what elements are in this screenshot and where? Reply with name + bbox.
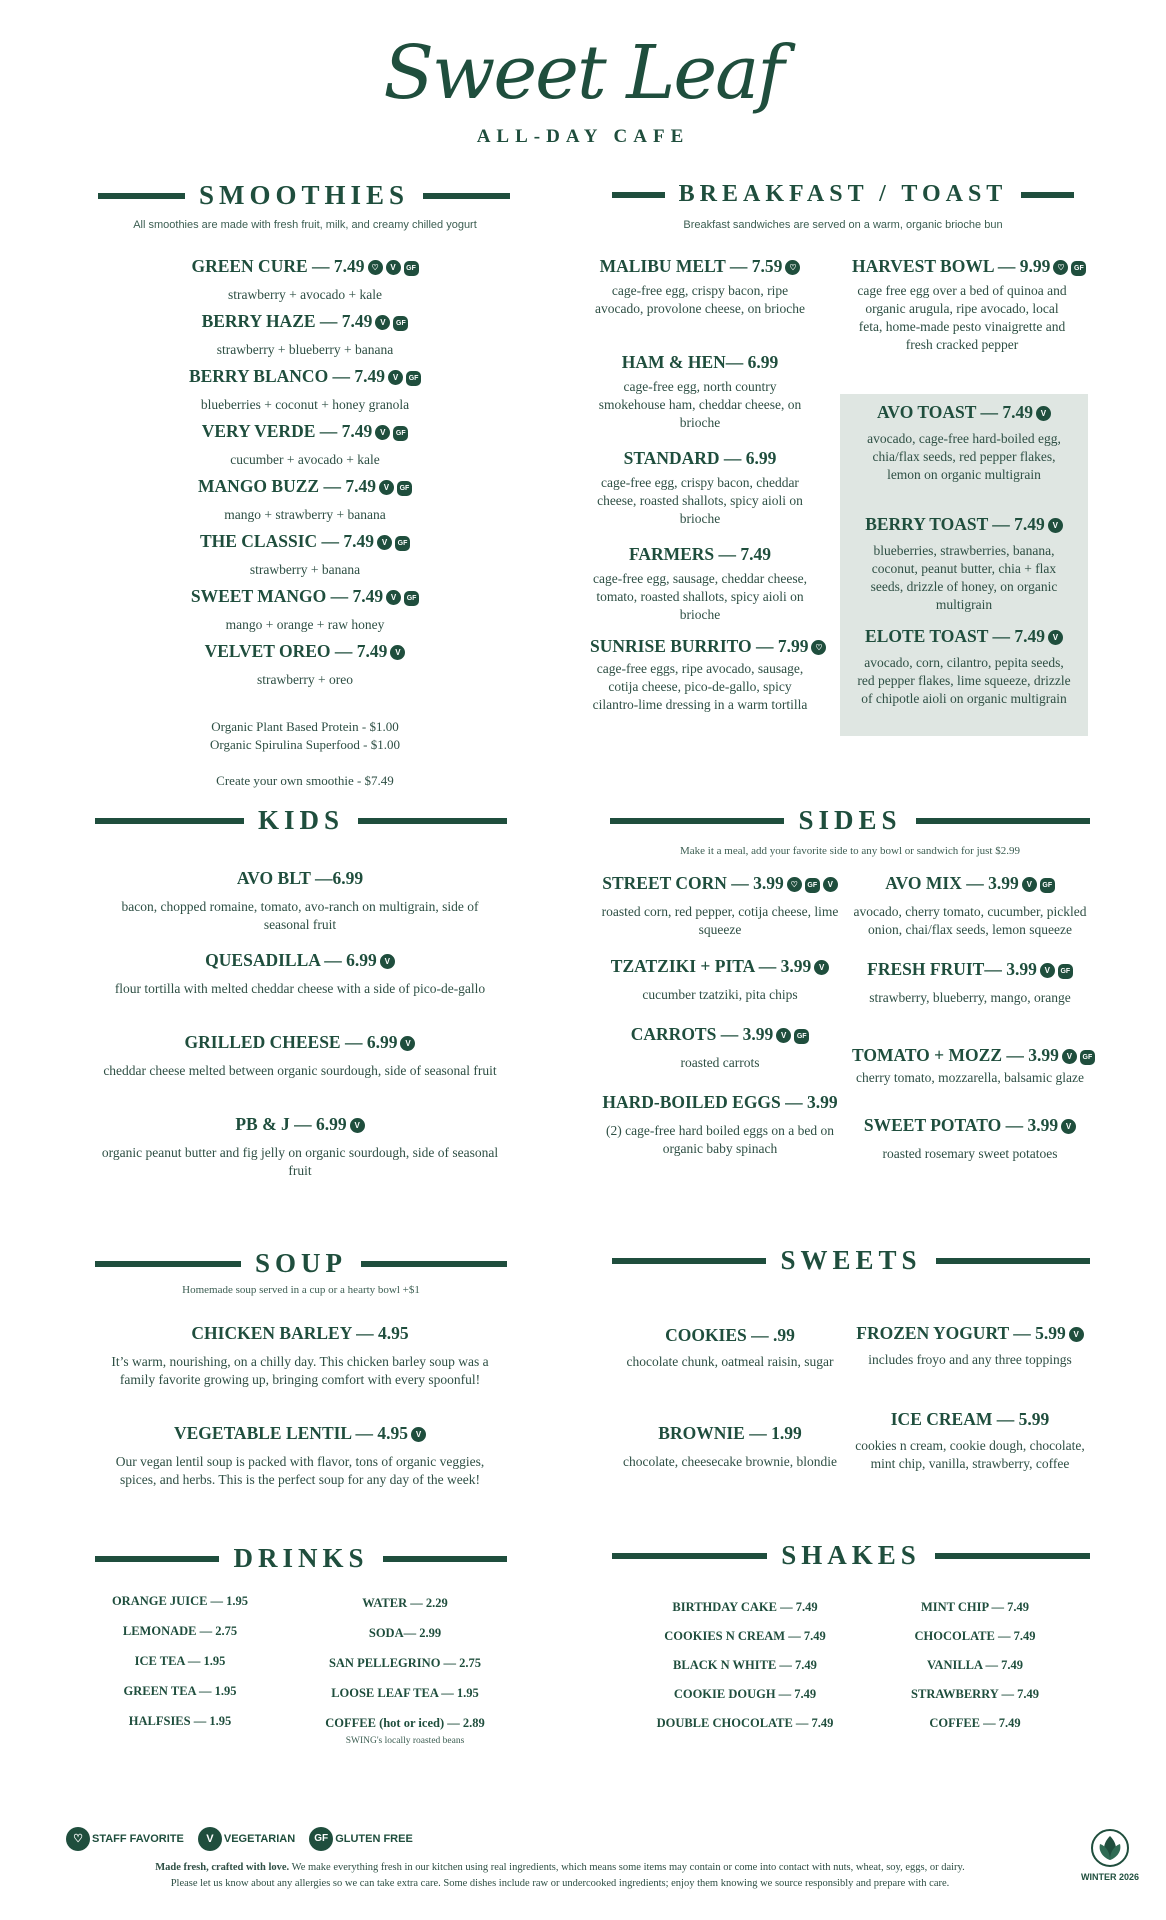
header-rule bbox=[361, 1261, 507, 1267]
menu-item-desc: cage-free egg, north country smokehouse ham, cheddar cheese, on brioche bbox=[598, 379, 802, 430]
menu-item-name: MANGO BUZZ — 7.49 V GF bbox=[120, 476, 490, 506]
menu-item-desc: cage free egg over a bed of quinoa and organic arugula, ripe avocado, local feta, home-made pesto vinaigrette and fresh cracked pepper bbox=[857, 283, 1067, 352]
drink-item: WATER — 2.29 bbox=[362, 1596, 448, 1610]
menu-item-desc: roasted rosemary sweet potatoes bbox=[882, 1146, 1058, 1161]
soup-header bbox=[95, 1248, 507, 1279]
vegetarian-icon: V bbox=[198, 1827, 222, 1851]
menu-item-name: PB & J — 6.99 V bbox=[100, 1114, 500, 1144]
breakfast-header bbox=[612, 181, 1074, 208]
menu-item-name: HARD-BOILED EGGS — 3.99 bbox=[602, 1092, 838, 1112]
menu-item-desc: strawberry + banana bbox=[249, 562, 361, 577]
legend-gf-label: GLUTEN FREE bbox=[335, 1833, 413, 1845]
smoothies-list bbox=[120, 256, 490, 696]
vegetarian-icon: V bbox=[388, 370, 403, 385]
vegetarian-icon: V bbox=[1022, 877, 1037, 892]
gluten-free-icon: GF bbox=[395, 536, 410, 551]
smoothies-subtitle: All smoothies are made with fresh fruit, milk, and creamy chilled yogurt bbox=[133, 219, 477, 231]
vegetarian-icon: V bbox=[1069, 1327, 1084, 1342]
gluten-free-icon: GF bbox=[794, 1029, 809, 1044]
gluten-free-icon: GF bbox=[1071, 261, 1086, 276]
menu-item-desc: avocado, cherry tomato, cucumber, pickled onion, chai/flax seeds, lemon squeeze bbox=[853, 904, 1087, 937]
menu-item-name: VELVET OREO — 7.49 V bbox=[120, 641, 490, 671]
menu-item-desc: It’s warm, nourishing, on a chilly day. This chicken barley soup was a family favorite growing up, bringing comfort with every spoonful! bbox=[111, 1354, 489, 1387]
menu-item-name: AVO TOAST — 7.49 V bbox=[854, 402, 1074, 430]
shakes-title: SHAKES bbox=[781, 1540, 921, 1570]
gluten-free-icon: GF bbox=[393, 426, 408, 441]
drink-item: SODA— 2.99 bbox=[368, 1626, 442, 1640]
kids-title: KIDS bbox=[257, 805, 345, 835]
menu-item-name: SWEET MANGO — 7.49 V GF bbox=[120, 586, 490, 616]
menu-item-name: STANDARD — 6.99 bbox=[623, 448, 777, 468]
shakes-right-list bbox=[880, 1600, 1070, 1745]
staff-favorite-icon: ♡ bbox=[66, 1827, 90, 1851]
kids-header bbox=[95, 805, 507, 836]
vegetarian-icon: V bbox=[386, 590, 401, 605]
toast-panel bbox=[840, 394, 1088, 736]
menu-item-desc: cage-free egg, sausage, cheddar cheese, tomato, roasted shallots, spicy aioli on brioche bbox=[593, 571, 807, 622]
breakfast-list bbox=[590, 256, 823, 714]
sides-right-list bbox=[852, 873, 1093, 1163]
drink-item: GREEN TEA — 1.95 bbox=[123, 1684, 237, 1698]
header-rule bbox=[383, 1556, 507, 1562]
menu-item-name: GREEN CURE — 7.49 ♡ V GF bbox=[120, 256, 490, 286]
menu-item-name: VERY VERDE — 7.49 V GF bbox=[120, 421, 490, 451]
brand-logo: Sweet Leaf bbox=[383, 30, 783, 116]
smoothies-title: SMOOTHIES bbox=[198, 180, 410, 210]
drink-item: HALFSIES — 1.95 bbox=[128, 1714, 232, 1728]
gluten-free-icon: GF bbox=[1058, 964, 1073, 979]
menu-item-name: FARMERS — 7.49 bbox=[628, 544, 772, 564]
menu-item-name: STREET CORN — 3.99 ♡ GF V bbox=[600, 873, 840, 903]
menu-item-name: QUESADILLA — 6.99 V bbox=[100, 950, 500, 980]
drinks-left-list bbox=[90, 1594, 270, 1744]
leaf-emblem-icon bbox=[1090, 1828, 1130, 1868]
brand-tagline: ALL-DAY CAFE bbox=[476, 126, 690, 147]
smoothie-create: Create your own smoothie - $7.49 bbox=[216, 773, 394, 788]
menu-item-desc: strawberry + avocado + kale bbox=[228, 287, 382, 302]
menu-item-desc: bacon, chopped romaine, tomato, avo-ranch on multigrain, side of seasonal fruit bbox=[121, 899, 479, 932]
vegetarian-icon: V bbox=[1061, 1119, 1076, 1134]
gluten-free-icon: GF bbox=[397, 481, 412, 496]
gluten-free-icon: GF bbox=[1040, 878, 1055, 893]
menu-item-name: FROZEN YOGURT — 5.99 V bbox=[852, 1323, 1088, 1351]
header-rule bbox=[1021, 192, 1074, 198]
vegetarian-icon: V bbox=[375, 315, 390, 330]
vegetarian-icon: V bbox=[411, 1427, 426, 1442]
menu-item-desc: chocolate chunk, oatmeal raisin, sugar bbox=[626, 1354, 834, 1369]
footer-text: We make everything fresh in our kitchen using real ingredients, which means some items may contain or come into contact with nuts, wheat, soy, eggs, or dairy. bbox=[289, 1862, 965, 1873]
drinks-header bbox=[95, 1543, 507, 1574]
sides-header bbox=[610, 805, 1090, 836]
vegetarian-icon: V bbox=[380, 954, 395, 969]
header-rule bbox=[95, 818, 244, 824]
sweets-header bbox=[612, 1245, 1090, 1276]
menu-item-desc: blueberries, strawberries, banana, coconut, peanut butter, chia + flax seeds, drizzle of honey, on organic multigrain bbox=[870, 543, 1058, 612]
menu-item-name: THE CLASSIC — 7.49 V GF bbox=[120, 531, 490, 561]
shake-item: COFFEE — 7.49 bbox=[929, 1716, 1021, 1730]
menu-item-desc: avocado, cage-free hard-boiled egg, chia/flax seeds, red pepper flakes, lemon on organic multigrain bbox=[867, 431, 1061, 482]
drink-item: SAN PELLEGRINO — 2.75 bbox=[328, 1656, 482, 1670]
gluten-free-icon: GF bbox=[406, 371, 421, 386]
drink-item: LOOSE LEAF TEA — 1.95 bbox=[331, 1686, 479, 1700]
menu-item-desc: mango + orange + raw honey bbox=[225, 617, 385, 632]
drink-item: COFFEE (hot or iced) — 2.89 bbox=[325, 1716, 485, 1730]
sweets-left-list bbox=[610, 1325, 850, 1471]
season-label: WINTER 2026 bbox=[1080, 1872, 1140, 1882]
header-rule bbox=[612, 1258, 766, 1264]
menu-item-name: MALIBU MELT — 7.59 ♡ bbox=[590, 256, 810, 282]
kids-list bbox=[100, 868, 500, 1180]
sides-title: SIDES bbox=[798, 805, 902, 835]
menu-item-name: SUNRISE BURRITO — 7.99 ♡ bbox=[590, 636, 810, 660]
menu-item-desc: strawberry, blueberry, mango, orange bbox=[869, 990, 1071, 1005]
vegetarian-icon: V bbox=[1048, 630, 1063, 645]
menu-item-desc: strawberry + oreo bbox=[256, 672, 354, 687]
menu-item-name: TZATZIKI + PITA — 3.99 V bbox=[600, 956, 840, 986]
gluten-free-icon: GF bbox=[393, 316, 408, 331]
header-rule bbox=[95, 1556, 219, 1562]
menu-item-desc: roasted corn, red pepper, cotija cheese, lime squeeze bbox=[601, 904, 839, 937]
vegetarian-icon: V bbox=[379, 480, 394, 495]
shake-item: COOKIES N CREAM — 7.49 bbox=[664, 1629, 826, 1643]
breakfast-subtitle: Breakfast sandwiches are served on a warm, organic brioche bun bbox=[683, 219, 1003, 231]
footer-line-2: Please let us know about any allergies so we can take extra care. Some dishes include raw or undercooked ingredients; enjoy them knowing we source responsibly and prepare with care. bbox=[170, 1878, 950, 1889]
coffee-note: SWING's locally roasted beans bbox=[345, 1736, 465, 1746]
menu-item-name: CHICKEN BARLEY — 4.95 bbox=[191, 1323, 409, 1343]
menu-item-name: CARROTS — 3.99 V GF bbox=[600, 1024, 840, 1054]
menu-item-name: BROWNIE — 1.99 bbox=[658, 1423, 802, 1443]
drink-item: LEMONADE — 2.75 bbox=[122, 1624, 238, 1638]
menu-item-desc: cage-free egg, crispy bacon, cheddar cheese, roasted shallots, spicy aioli on brioche bbox=[597, 475, 803, 526]
legend bbox=[66, 1827, 413, 1851]
shake-item: MINT CHIP — 7.49 bbox=[920, 1600, 1030, 1614]
menu-item-desc: cookies n cream, cookie dough, chocolate, mint chip, vanilla, strawberry, coffee bbox=[855, 1438, 1085, 1471]
menu-item-name: COOKIES — .99 bbox=[665, 1325, 795, 1345]
vegetarian-icon: V bbox=[814, 960, 829, 975]
smoothie-addon: Organic Plant Based Protein - $1.00 bbox=[211, 719, 399, 734]
menu-item-desc: cherry tomato, mozzarella, balsamic glaze bbox=[856, 1070, 1084, 1085]
menu-item-desc: Our vegan lentil soup is packed with flavor, tons of organic veggies, spices, and herbs. This is the perfect soup for any day of the week! bbox=[115, 1454, 485, 1487]
sides-subtitle: Make it a meal, add your favorite side to any bowl or sandwich for just $2.99 bbox=[679, 845, 1020, 857]
shake-item: DOUBLE CHOCOLATE — 7.49 bbox=[656, 1716, 834, 1730]
menu-item-desc: mango + strawberry + banana bbox=[224, 507, 386, 522]
harvest-bowl bbox=[852, 256, 1084, 354]
drinks-title: DRINKS bbox=[233, 1543, 369, 1573]
menu-item-name: TOMATO + MOZZ — 3.99 V GF bbox=[852, 1045, 1088, 1069]
soup-list bbox=[100, 1323, 500, 1489]
header-rule bbox=[612, 192, 665, 198]
menu-item-desc: roasted carrots bbox=[680, 1055, 760, 1070]
smoothies-header bbox=[98, 180, 510, 211]
shakes-left-list bbox=[625, 1600, 865, 1745]
header-rule bbox=[95, 1261, 241, 1267]
menu-item-name: HAM & HEN— 6.99 bbox=[621, 352, 779, 372]
vegetarian-icon: V bbox=[350, 1118, 365, 1133]
menu-item-desc: cage-free egg, crispy bacon, ripe avocado, provolone cheese, on brioche bbox=[595, 283, 805, 316]
shakes-header bbox=[612, 1540, 1090, 1571]
shake-item: BIRTHDAY CAKE — 7.49 bbox=[672, 1600, 818, 1614]
footer-bold: Made fresh, crafted with love. bbox=[155, 1862, 290, 1873]
menu-item-desc: (2) cage-free hard boiled eggs on a bed on organic baby spinach bbox=[606, 1123, 834, 1156]
header-rule bbox=[935, 1553, 1090, 1559]
legend-staff-label: STAFF FAVORITE bbox=[92, 1833, 184, 1845]
legend-veg-label: VEGETARIAN bbox=[223, 1833, 296, 1845]
vegetarian-icon: V bbox=[386, 260, 401, 275]
staff-favorite-icon: ♡ bbox=[368, 260, 383, 275]
menu-item-desc: strawberry + blueberry + banana bbox=[216, 342, 394, 357]
breakfast-title: BREAKFAST / TOAST bbox=[678, 181, 1008, 207]
vegetarian-icon: V bbox=[1062, 1049, 1077, 1064]
menu-item-desc: flour tortilla with melted cheddar cheese with a side of pico-de-gallo bbox=[114, 981, 486, 996]
menu-item-name: BERRY TOAST — 7.49 V bbox=[854, 514, 1074, 542]
header-rule bbox=[610, 818, 784, 824]
shake-item: CHOCOLATE — 7.49 bbox=[914, 1629, 1036, 1643]
drink-item: ICE TEA — 1.95 bbox=[134, 1654, 226, 1668]
sides-left-list bbox=[600, 873, 840, 1158]
staff-favorite-icon: ♡ bbox=[787, 877, 802, 892]
sweets-right-list bbox=[852, 1323, 1088, 1473]
shake-item: BLACK N WHITE — 7.49 bbox=[673, 1658, 817, 1672]
vegetarian-icon: V bbox=[390, 645, 405, 660]
shake-item: STRAWBERRY — 7.49 bbox=[911, 1687, 1039, 1701]
menu-item-name: FRESH FRUIT— 3.99 V GF bbox=[852, 959, 1088, 989]
vegetarian-icon: V bbox=[776, 1028, 791, 1043]
header-rule bbox=[916, 818, 1090, 824]
gluten-free-icon: GF bbox=[1080, 1050, 1095, 1065]
soup-subtitle: Homemade soup served in a cup or a hearty bowl +$1 bbox=[182, 1284, 420, 1296]
menu-item-desc: cucumber tzatziki, pita chips bbox=[642, 987, 798, 1002]
drink-item: ORANGE JUICE — 1.95 bbox=[111, 1594, 249, 1608]
smoothie-addon: Organic Spirulina Superfood - $1.00 bbox=[209, 737, 401, 752]
menu-item-desc: cheddar cheese melted between organic sourdough, side of seasonal fruit bbox=[103, 1063, 497, 1078]
staff-favorite-icon: ♡ bbox=[785, 260, 800, 275]
menu-item-desc: blueberries + coconut + honey granola bbox=[200, 397, 410, 412]
header-rule bbox=[98, 193, 185, 199]
menu-item-desc: cucumber + avocado + kale bbox=[230, 452, 380, 467]
menu-item-name: AVO BLT —6.99 bbox=[236, 868, 364, 888]
menu-item-desc: organic peanut butter and fig jelly on organic sourdough, side of seasonal fruit bbox=[101, 1145, 499, 1178]
shake-item: VANILLA — 7.49 bbox=[927, 1658, 1023, 1672]
vegetarian-icon: V bbox=[400, 1036, 415, 1051]
menu-item-desc: cage-free eggs, ripe avocado, sausage, cotija cheese, pico-de-gallo, spicy cilantro-lime dressing in a warm tortilla bbox=[592, 661, 808, 712]
header-rule bbox=[358, 818, 507, 824]
menu-item-name: ICE CREAM — 5.99 bbox=[890, 1409, 1050, 1429]
gluten-free-icon: GF bbox=[309, 1827, 333, 1851]
vegetarian-icon: V bbox=[375, 425, 390, 440]
vegetarian-icon: V bbox=[1040, 963, 1055, 978]
menu-item-desc: chocolate, cheesecake brownie, blondie bbox=[622, 1454, 838, 1469]
gluten-free-icon: GF bbox=[805, 878, 820, 893]
menu-item-name: VEGETABLE LENTIL — 4.95 V bbox=[100, 1423, 500, 1453]
menu-item-name: BERRY HAZE — 7.49 V GF bbox=[120, 311, 490, 341]
footer-line-1 bbox=[40, 1860, 1080, 1875]
drinks-right-list bbox=[300, 1596, 510, 1746]
header-rule bbox=[612, 1553, 767, 1559]
gluten-free-icon: GF bbox=[404, 261, 419, 276]
vegetarian-icon: V bbox=[377, 535, 392, 550]
menu-item-name: HARVEST BOWL — 9.99 ♡ GF bbox=[852, 256, 1072, 282]
menu-item-name: AVO MIX — 3.99 V GF bbox=[852, 873, 1088, 903]
menu-item-desc: avocado, corn, cilantro, pepita seeds, red pepper flakes, lime squeeze, drizzle of chipotle aioli on organic multigrain bbox=[857, 655, 1071, 706]
menu-item-name: BERRY BLANCO — 7.49 V GF bbox=[120, 366, 490, 396]
header-rule bbox=[423, 193, 510, 199]
header-rule bbox=[936, 1258, 1090, 1264]
sweets-title: SWEETS bbox=[780, 1245, 922, 1275]
vegetarian-icon: V bbox=[823, 877, 838, 892]
menu-item-desc: includes froyo and any three toppings bbox=[868, 1352, 1072, 1367]
menu-item-name: SWEET POTATO — 3.99 V bbox=[852, 1115, 1088, 1145]
gluten-free-icon: GF bbox=[404, 591, 419, 606]
vegetarian-icon: V bbox=[1036, 406, 1051, 421]
staff-favorite-icon: ♡ bbox=[811, 640, 826, 655]
shake-item: COOKIE DOUGH — 7.49 bbox=[673, 1687, 817, 1701]
soup-title: SOUP bbox=[255, 1248, 348, 1278]
vegetarian-icon: V bbox=[1048, 518, 1063, 533]
menu-item-name: ELOTE TOAST — 7.49 V bbox=[854, 626, 1074, 654]
menu-item-name: GRILLED CHEESE — 6.99 V bbox=[100, 1032, 500, 1062]
staff-favorite-icon: ♡ bbox=[1053, 260, 1068, 275]
